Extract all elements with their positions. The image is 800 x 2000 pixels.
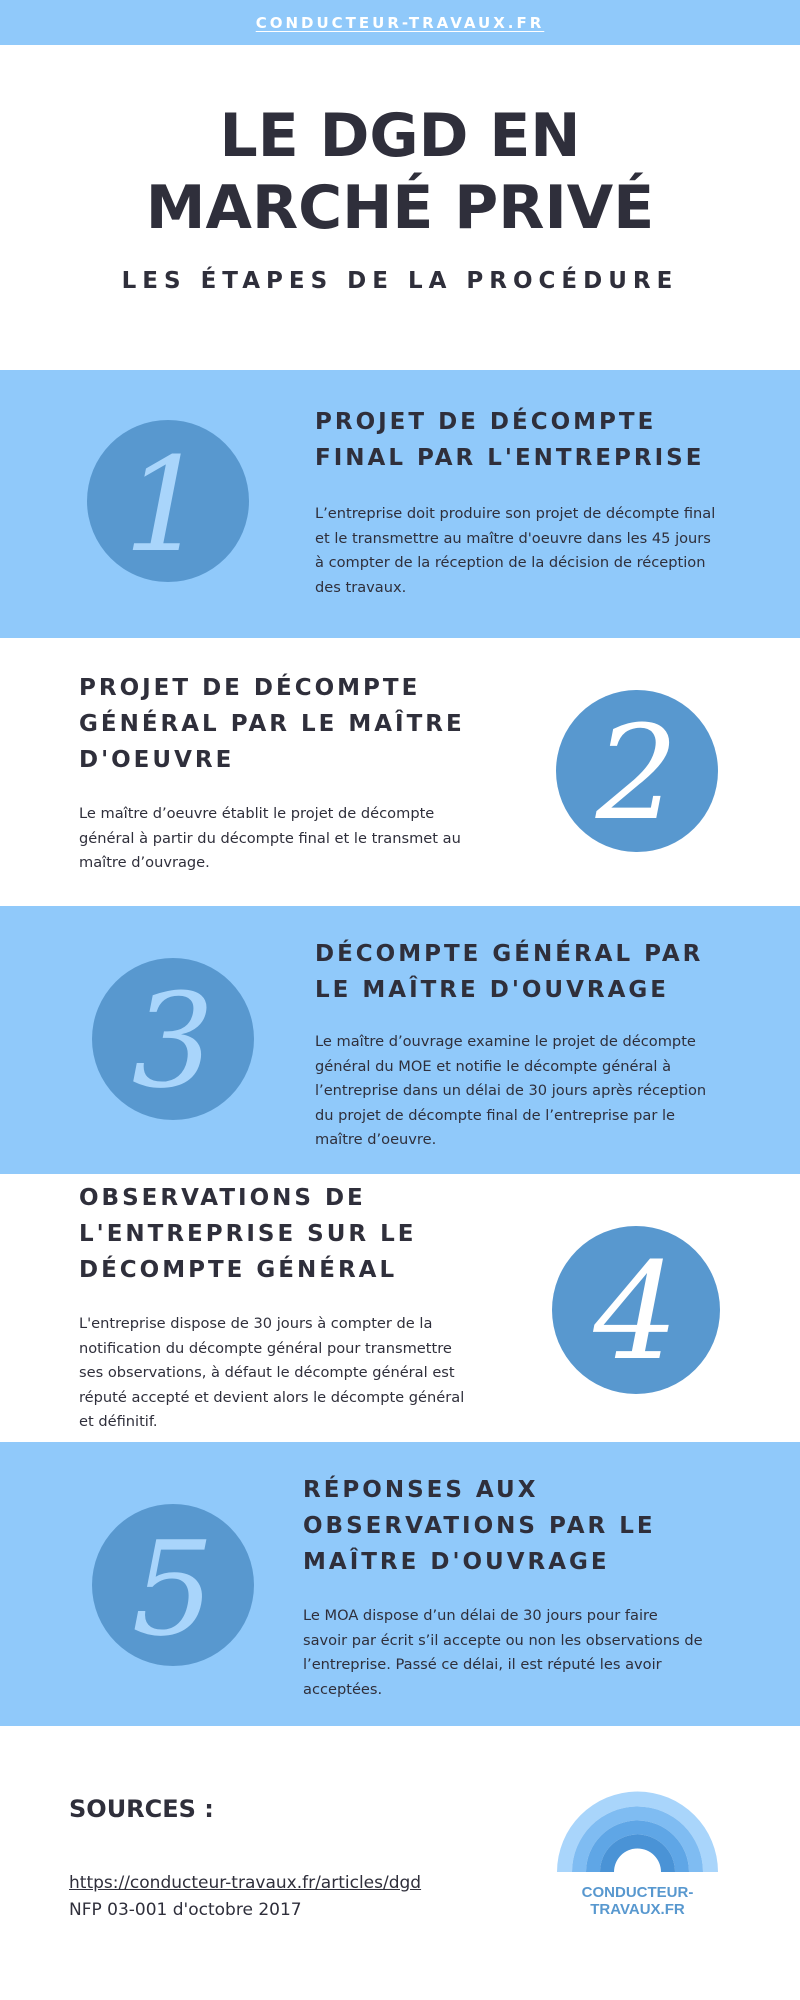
step-5-title-line: RÉPONSES AUX: [303, 1477, 539, 1503]
step-4-title-line: DÉCOMPTE GÉNÉRAL: [79, 1257, 398, 1283]
step-2-title-line: D'OEUVRE: [79, 747, 235, 773]
step-5-number: 5: [131, 1513, 215, 1665]
step-2-number-circle: [556, 690, 718, 852]
step-5-section: [0, 1442, 800, 1726]
step-2-text: [79, 802, 497, 876]
step-5-number-circle: [92, 1504, 254, 1666]
step-5-title-line: OBSERVATIONS PAR LE: [303, 1513, 656, 1539]
step-1-text-line: à compter de la réception de la décision de réception: [315, 554, 706, 571]
step-3-text-line: du projet de décompte final de l’entreprise par le: [315, 1106, 675, 1124]
step-1-number: 1: [123, 429, 207, 581]
step-4-text-line: réputé accepté et devient alors le décompte général: [79, 1388, 465, 1406]
step-2-title: [79, 670, 465, 778]
step-1-title-line: PROJET DE DÉCOMPTE: [315, 409, 657, 435]
step-4-title-line: L'ENTREPRISE SUR LE: [79, 1221, 417, 1247]
step-3-title-line: DÉCOMPTE GÉNÉRAL PAR: [315, 941, 704, 967]
step-3-number-circle: [92, 958, 254, 1120]
top-banner: [0, 0, 800, 45]
step-2-text-line: général à partir du décompte final et le transmet au: [79, 829, 461, 847]
step-4-number-circle: [552, 1226, 720, 1394]
step-2-section: [0, 638, 800, 906]
step-4-text-line: ses observations, à défaut le décompte général est: [79, 1364, 455, 1381]
step-3-text-line: l’entreprise dans un délai de 30 jours après réception: [315, 1082, 707, 1099]
source-reference: NFP 03-001 d'octobre 2017: [69, 1900, 302, 1920]
step-3-number: 3: [131, 965, 215, 1117]
step-1-text: [315, 502, 735, 600]
step-1-section: [0, 370, 800, 638]
step-1-number-circle: [87, 420, 249, 582]
step-2-title-line: GÉNÉRAL PAR LE MAÎTRE: [79, 711, 465, 737]
step-4-text-line: notification du décompte général pour transmettre: [79, 1339, 452, 1357]
step-1-text-line: et le transmettre au maître d'oeuvre dans les 45 jours: [315, 529, 711, 547]
step-1-text-line: L’entreprise doit produire son projet de décompte final: [315, 505, 716, 522]
step-1-title: [315, 404, 704, 476]
sources-title: SOURCES :: [69, 1795, 214, 1823]
step-5-title-line: MAÎTRE D'OUVRAGE: [303, 1549, 610, 1575]
step-3-text-line: maître d’oeuvre.: [315, 1131, 437, 1148]
step-5-text-line: Le MOA dispose d’un délai de 30 jours pour faire: [303, 1607, 658, 1624]
step-3-text-line: Le maître d’ouvrage examine le projet de décompte: [315, 1033, 696, 1050]
step-1-title-line: FINAL PAR L'ENTREPRISE: [315, 445, 705, 471]
step-5-title: [303, 1472, 656, 1580]
step-3-text: [315, 1030, 735, 1153]
step-3-title-line: LE MAÎTRE D'OUVRAGE: [315, 977, 670, 1003]
step-2-title-line: PROJET DE DÉCOMPTE: [79, 675, 421, 701]
step-4-title-line: OBSERVATIONS DE: [79, 1185, 366, 1211]
page-title-line: MARCHÉ PRIVÉ: [145, 173, 655, 243]
step-4-text: [79, 1312, 497, 1435]
step-2-text-line: maître d’ouvrage.: [79, 854, 210, 871]
page-subtitle: LES ÉTAPES DE LA PROCÉDURE: [121, 268, 679, 294]
logo-text: CONDUCTEUR-TRAVAUX.FR: [581, 1884, 694, 1918]
step-2-number: 2: [595, 697, 679, 849]
step-4-section: [0, 1174, 800, 1442]
page-title: [0, 100, 800, 244]
step-5-text: [303, 1604, 743, 1702]
step-5-text-line: l’entreprise. Passé ce délai, il est réputé les avoir: [303, 1656, 662, 1673]
step-3-title: [315, 936, 703, 1008]
step-3-text-line: général du MOE et notifie le décompte général à: [315, 1057, 672, 1075]
step-4-number: 4: [593, 1234, 679, 1390]
step-1-text-line: des travaux.: [315, 578, 407, 596]
site-link[interactable]: CONDUCTEUR-TRAVAUX.FR: [255, 13, 545, 32]
source-link[interactable]: https://conducteur-travaux.fr/articles/dgd: [69, 1873, 422, 1893]
step-4-title: [79, 1180, 417, 1288]
page-title-line: LE DGD EN: [219, 101, 581, 171]
step-4-text-line: et définitif.: [79, 1413, 158, 1430]
step-5-text-line: savoir par écrit s’il accepte ou non les observations de: [303, 1631, 703, 1649]
step-2-text-line: Le maître d’oeuvre établit le projet de décompte: [79, 805, 435, 822]
step-3-section: [0, 906, 800, 1174]
step-5-text-line: acceptées.: [303, 1680, 383, 1698]
step-4-text-line: L'entreprise dispose de 30 jours à compter de la: [79, 1315, 433, 1332]
